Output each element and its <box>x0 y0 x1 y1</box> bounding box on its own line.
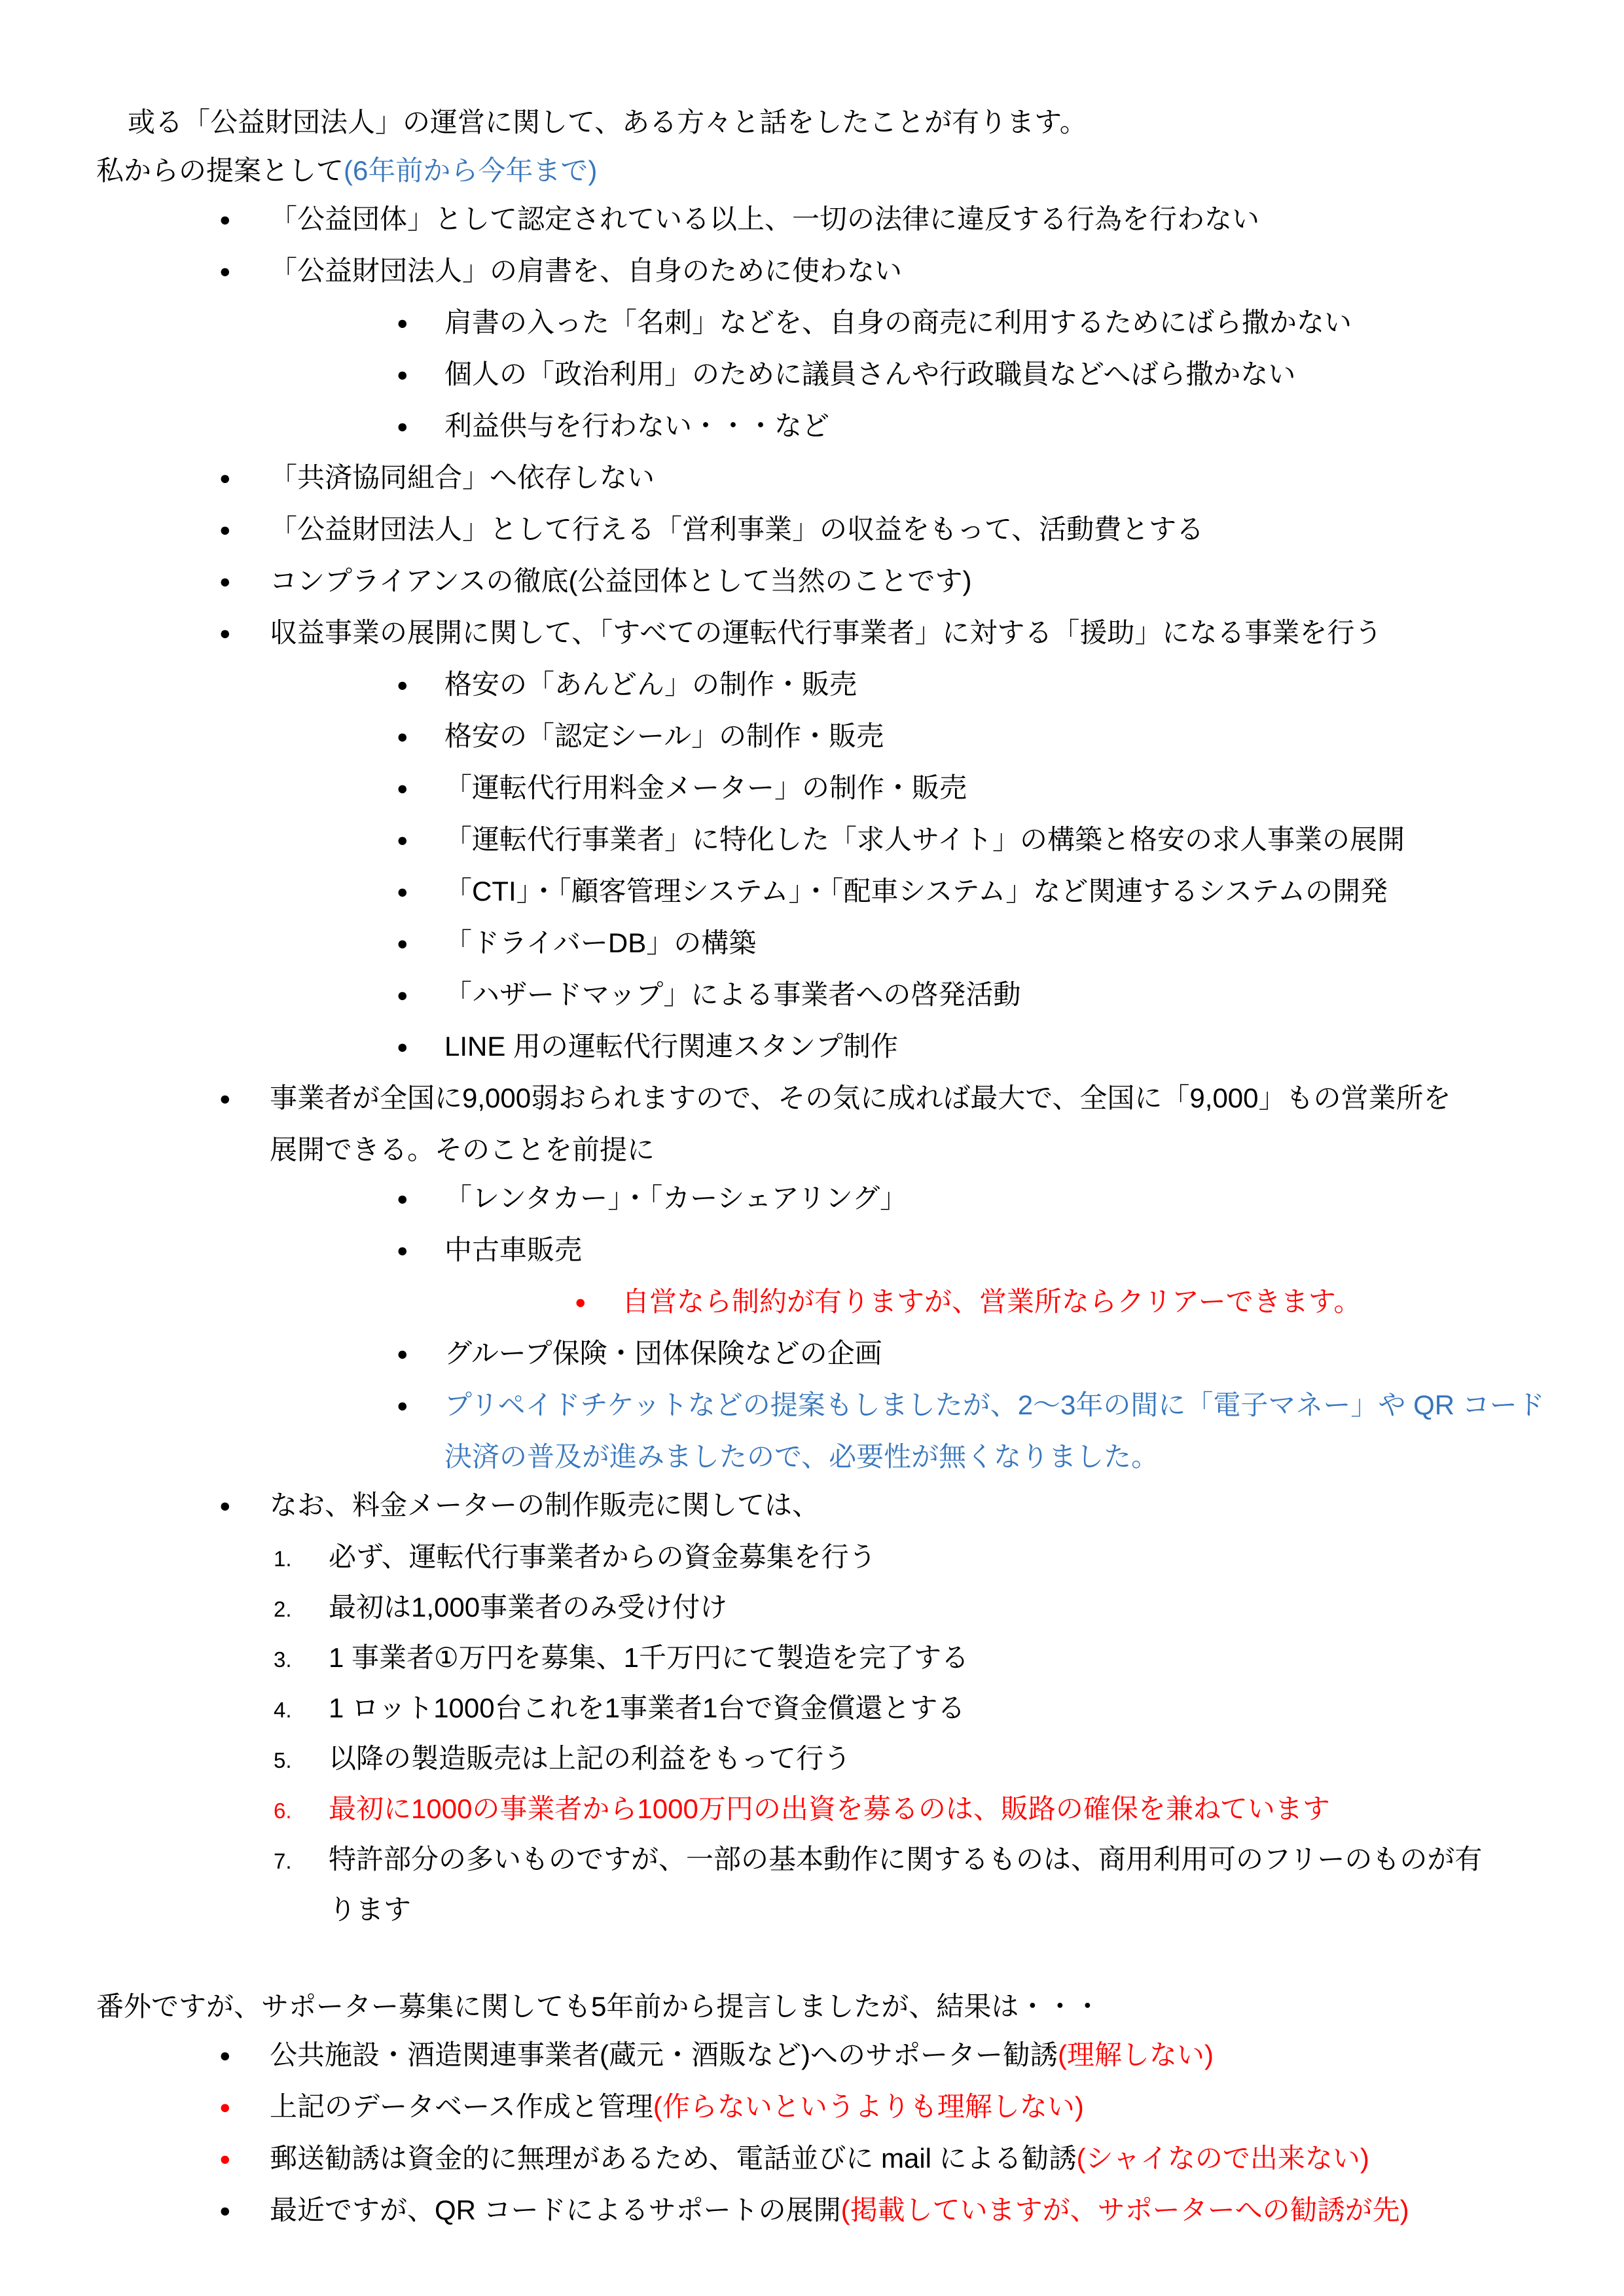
bullet-marker: ● <box>397 1344 408 1365</box>
text-run: 肩書の入った「名刺」などを、自身の商売に利用するためにばら撒かない <box>444 307 1352 338</box>
text-run: 格安の「あんどん」の制作・販売 <box>444 669 857 700</box>
text-run: 最近ですが、QR コードによるサポートの展開 <box>270 2195 841 2225</box>
text-run: プリペイドチケットなどの提案もしましたが、2〜3年の間に「電子マネー」や QR コード <box>444 1390 1545 1420</box>
numbered-line <box>0 1684 1585 1734</box>
bullet-line <box>0 1226 1585 1278</box>
bullet-line <box>0 247 1585 298</box>
text-run: 或る「公益財団法人」の運営に関して、ある方々と話をしたことが有ります。 <box>128 107 1087 137</box>
bullet-line <box>0 712 1585 764</box>
text-run: 「共済協同組合」へ依存しない <box>270 462 655 493</box>
number-marker: 2. <box>274 1597 292 1621</box>
bullet-line <box>0 1022 1585 1074</box>
bullet-line <box>0 350 1585 402</box>
numbered-line <box>0 1634 1585 1684</box>
text-run: なお、料金メーターの制作販売に関しては、 <box>270 1490 820 1520</box>
bullet-line <box>0 660 1585 712</box>
bullet-marker: ● <box>397 985 408 1006</box>
bullet-line <box>0 298 1585 350</box>
text-run: 「レンタカー」・「カーシェアリング」 <box>444 1183 908 1213</box>
number-marker: 5. <box>274 1748 292 1772</box>
numbered-line <box>0 1835 1585 1886</box>
text-run: 1 事業者①万円を募集、1千万円にて製造を完了する <box>329 1642 969 1673</box>
text-run: 最初に1000の事業者から1000万円の出資を募るのは、販路の確保を兼ねています <box>329 1793 1330 1824</box>
bullet-marker: ● <box>397 313 408 334</box>
text-run: 収益事業の展開に関して、「すべての運転代行事業者」に対する「援助」になる事業を行う <box>270 617 1382 648</box>
bullet-marker: ● <box>219 623 231 644</box>
bullet-marker: ● <box>397 1240 408 1261</box>
bullet-line <box>0 1278 1585 1329</box>
text-run: 「ドライバーDB」の構築 <box>444 927 757 958</box>
bullet-marker: ● <box>575 1292 586 1313</box>
number-marker: 3. <box>274 1647 292 1672</box>
text-run: 最初は1,000事業者のみ受け付け <box>329 1592 728 1623</box>
bullet-line <box>0 557 1585 609</box>
text-run: 私からの提案として <box>96 155 344 186</box>
text-run: 「CTI」・「顧客管理システム」・「配車システム」など関連するシステムの開発 <box>444 876 1388 906</box>
text-run: 上記のデータベース作成と管理 <box>270 2091 653 2122</box>
bullet-line <box>0 1174 1585 1226</box>
bullet-line <box>0 764 1585 816</box>
text-run: 「公益財団法人」として行える「営利事業」の収益をもって、活動費とする <box>270 514 1204 545</box>
bullet-marker: ● <box>397 1189 408 1210</box>
bullet-line <box>0 1381 1585 1433</box>
text-run: (理解しない) <box>1057 2039 1214 2070</box>
text-run: 必ず、運転代行事業者からの資金募集を行う <box>329 1541 876 1572</box>
paragraph-line <box>0 147 1585 195</box>
bullet-marker: ● <box>397 778 408 799</box>
text-run: 個人の「政治利用」のために議員さんや行政職員などへばら撒かない <box>444 359 1296 389</box>
text-run: 特許部分の多いものですが、一部の基本動作に関するものは、商用利用可のフリーのものが有 <box>329 1844 1483 1874</box>
text-run: 「運転代行用料金メーター」の制作・販売 <box>444 772 967 803</box>
bullet-line <box>0 454 1585 505</box>
text-run: 自営なら制約が有りますが、営業所ならクリアーできます。 <box>622 1286 1362 1317</box>
text-run: 郵送勧誘は資金的に無理があるため、電話並びに mail による勧誘 <box>270 2143 1077 2174</box>
bullet-marker: ● <box>219 520 231 541</box>
bullet-marker: ● <box>219 1496 231 1516</box>
paragraph-line <box>0 98 1585 147</box>
text-run: 公共施設・酒造関連事業者(蔵元・酒販など)へのサポーター勧誘 <box>270 2039 1058 2070</box>
text-run: 以降の製造販売は上記の利益をもって行う <box>329 1743 852 1774</box>
bullet-marker: ● <box>397 675 408 696</box>
text-run: コンプライアンスの徹底(公益団体として当然のことです) <box>270 565 972 596</box>
number-marker: 1. <box>274 1547 292 1571</box>
text-run: 「公益団体」として認定されている以上、一切の法律に違反する行為を行わない <box>270 204 1260 234</box>
bullet-marker: ● <box>397 365 408 386</box>
text-run: 決済の普及が進みましたので、必要性が無くなりました。 <box>444 1441 1159 1472</box>
text-run: 番外ですが、サポーター募集に関しても5年前から提言しましたが、結果は・・・ <box>96 1991 1102 2022</box>
bullet-line <box>0 2186 1585 2238</box>
text-run: ります <box>329 1894 412 1925</box>
numbered-line <box>0 1785 1585 1835</box>
number-marker: 4. <box>274 1698 292 1722</box>
text-run: 展開できる。そのことを前提に <box>270 1134 655 1165</box>
bullet-line <box>0 2031 1585 2083</box>
bullet-marker: ● <box>219 209 231 230</box>
bullet-line <box>0 919 1585 971</box>
numbered-line <box>0 1583 1585 1634</box>
numbered-line <box>0 1734 1585 1785</box>
bullet-marker: ● <box>219 2045 231 2066</box>
text-run: グループ保険・団体保険などの企画 <box>444 1338 882 1369</box>
text-run: 事業者が全国に9,000弱おられますので、その気に成れば最大で、全国に「9,000」もの営業所を <box>270 1083 1451 1113</box>
bullet-marker: ● <box>219 571 231 592</box>
text-run: 格安の「認定シール」の制作・販売 <box>444 721 884 751</box>
bullet-line <box>0 2083 1585 2134</box>
bullet-marker: ● <box>397 1037 408 1058</box>
number-marker: 7. <box>274 1849 292 1873</box>
text-run: 中古車販売 <box>444 1234 583 1265</box>
bullet-line <box>0 402 1585 454</box>
text-run: 1 ロット1000台これを1事業者1台で資金償還とする <box>329 1693 965 1723</box>
bullet-marker: ● <box>397 933 408 954</box>
bullet-line <box>0 609 1585 660</box>
bullet-line <box>0 1481 1585 1533</box>
bullet-line <box>0 816 1585 867</box>
bullet-marker: ● <box>397 726 408 747</box>
bullet-marker: ● <box>219 2200 231 2221</box>
text-run: 「運転代行事業者」に特化した「求人サイト」の構築と格安の求人事業の展開 <box>444 824 1405 855</box>
bullet-line <box>0 505 1585 557</box>
blank-line <box>0 1934 1585 1982</box>
bullet-marker: ● <box>219 261 231 282</box>
text-run: (6年前から今年まで) <box>344 155 598 186</box>
bullet-marker: ● <box>397 416 408 437</box>
text-run: 「公益財団法人」の肩書を、自身のために使わない <box>270 255 903 286</box>
bullet-marker: ● <box>219 468 231 489</box>
bullet-line <box>0 971 1585 1022</box>
bullet-marker: ● <box>219 2097 231 2118</box>
bullet-line <box>0 1329 1585 1381</box>
bullet-marker: ● <box>397 1395 408 1416</box>
text-run: LINE 用の運転代行関連スタンプ制作 <box>444 1031 899 1062</box>
text-run: 利益供与を行わない・・・など <box>444 410 830 441</box>
continuation-line <box>0 1886 1585 1934</box>
numbered-line <box>0 1533 1585 1583</box>
continuation-line <box>0 1126 1585 1174</box>
number-marker: 6. <box>274 1799 292 1823</box>
text-run: 「ハザードマップ」による事業者への啓発活動 <box>444 979 1021 1010</box>
bullet-line <box>0 195 1585 247</box>
bullet-marker: ● <box>397 882 408 903</box>
paragraph-line <box>0 1982 1585 2031</box>
bullet-line <box>0 1074 1585 1126</box>
bullet-line <box>0 867 1585 919</box>
continuation-line <box>0 1433 1585 1481</box>
bullet-line <box>0 2134 1585 2186</box>
text-run: (シャイなので出来ない) <box>1076 2143 1369 2174</box>
bullet-marker: ● <box>219 2149 231 2170</box>
text-run: (作らないというよりも理解しない) <box>653 2091 1084 2122</box>
bullet-marker: ● <box>219 1088 231 1109</box>
text-run: (掲載していますが、サポーターへの勧誘が先) <box>840 2195 1409 2225</box>
bullet-marker: ● <box>397 830 408 851</box>
